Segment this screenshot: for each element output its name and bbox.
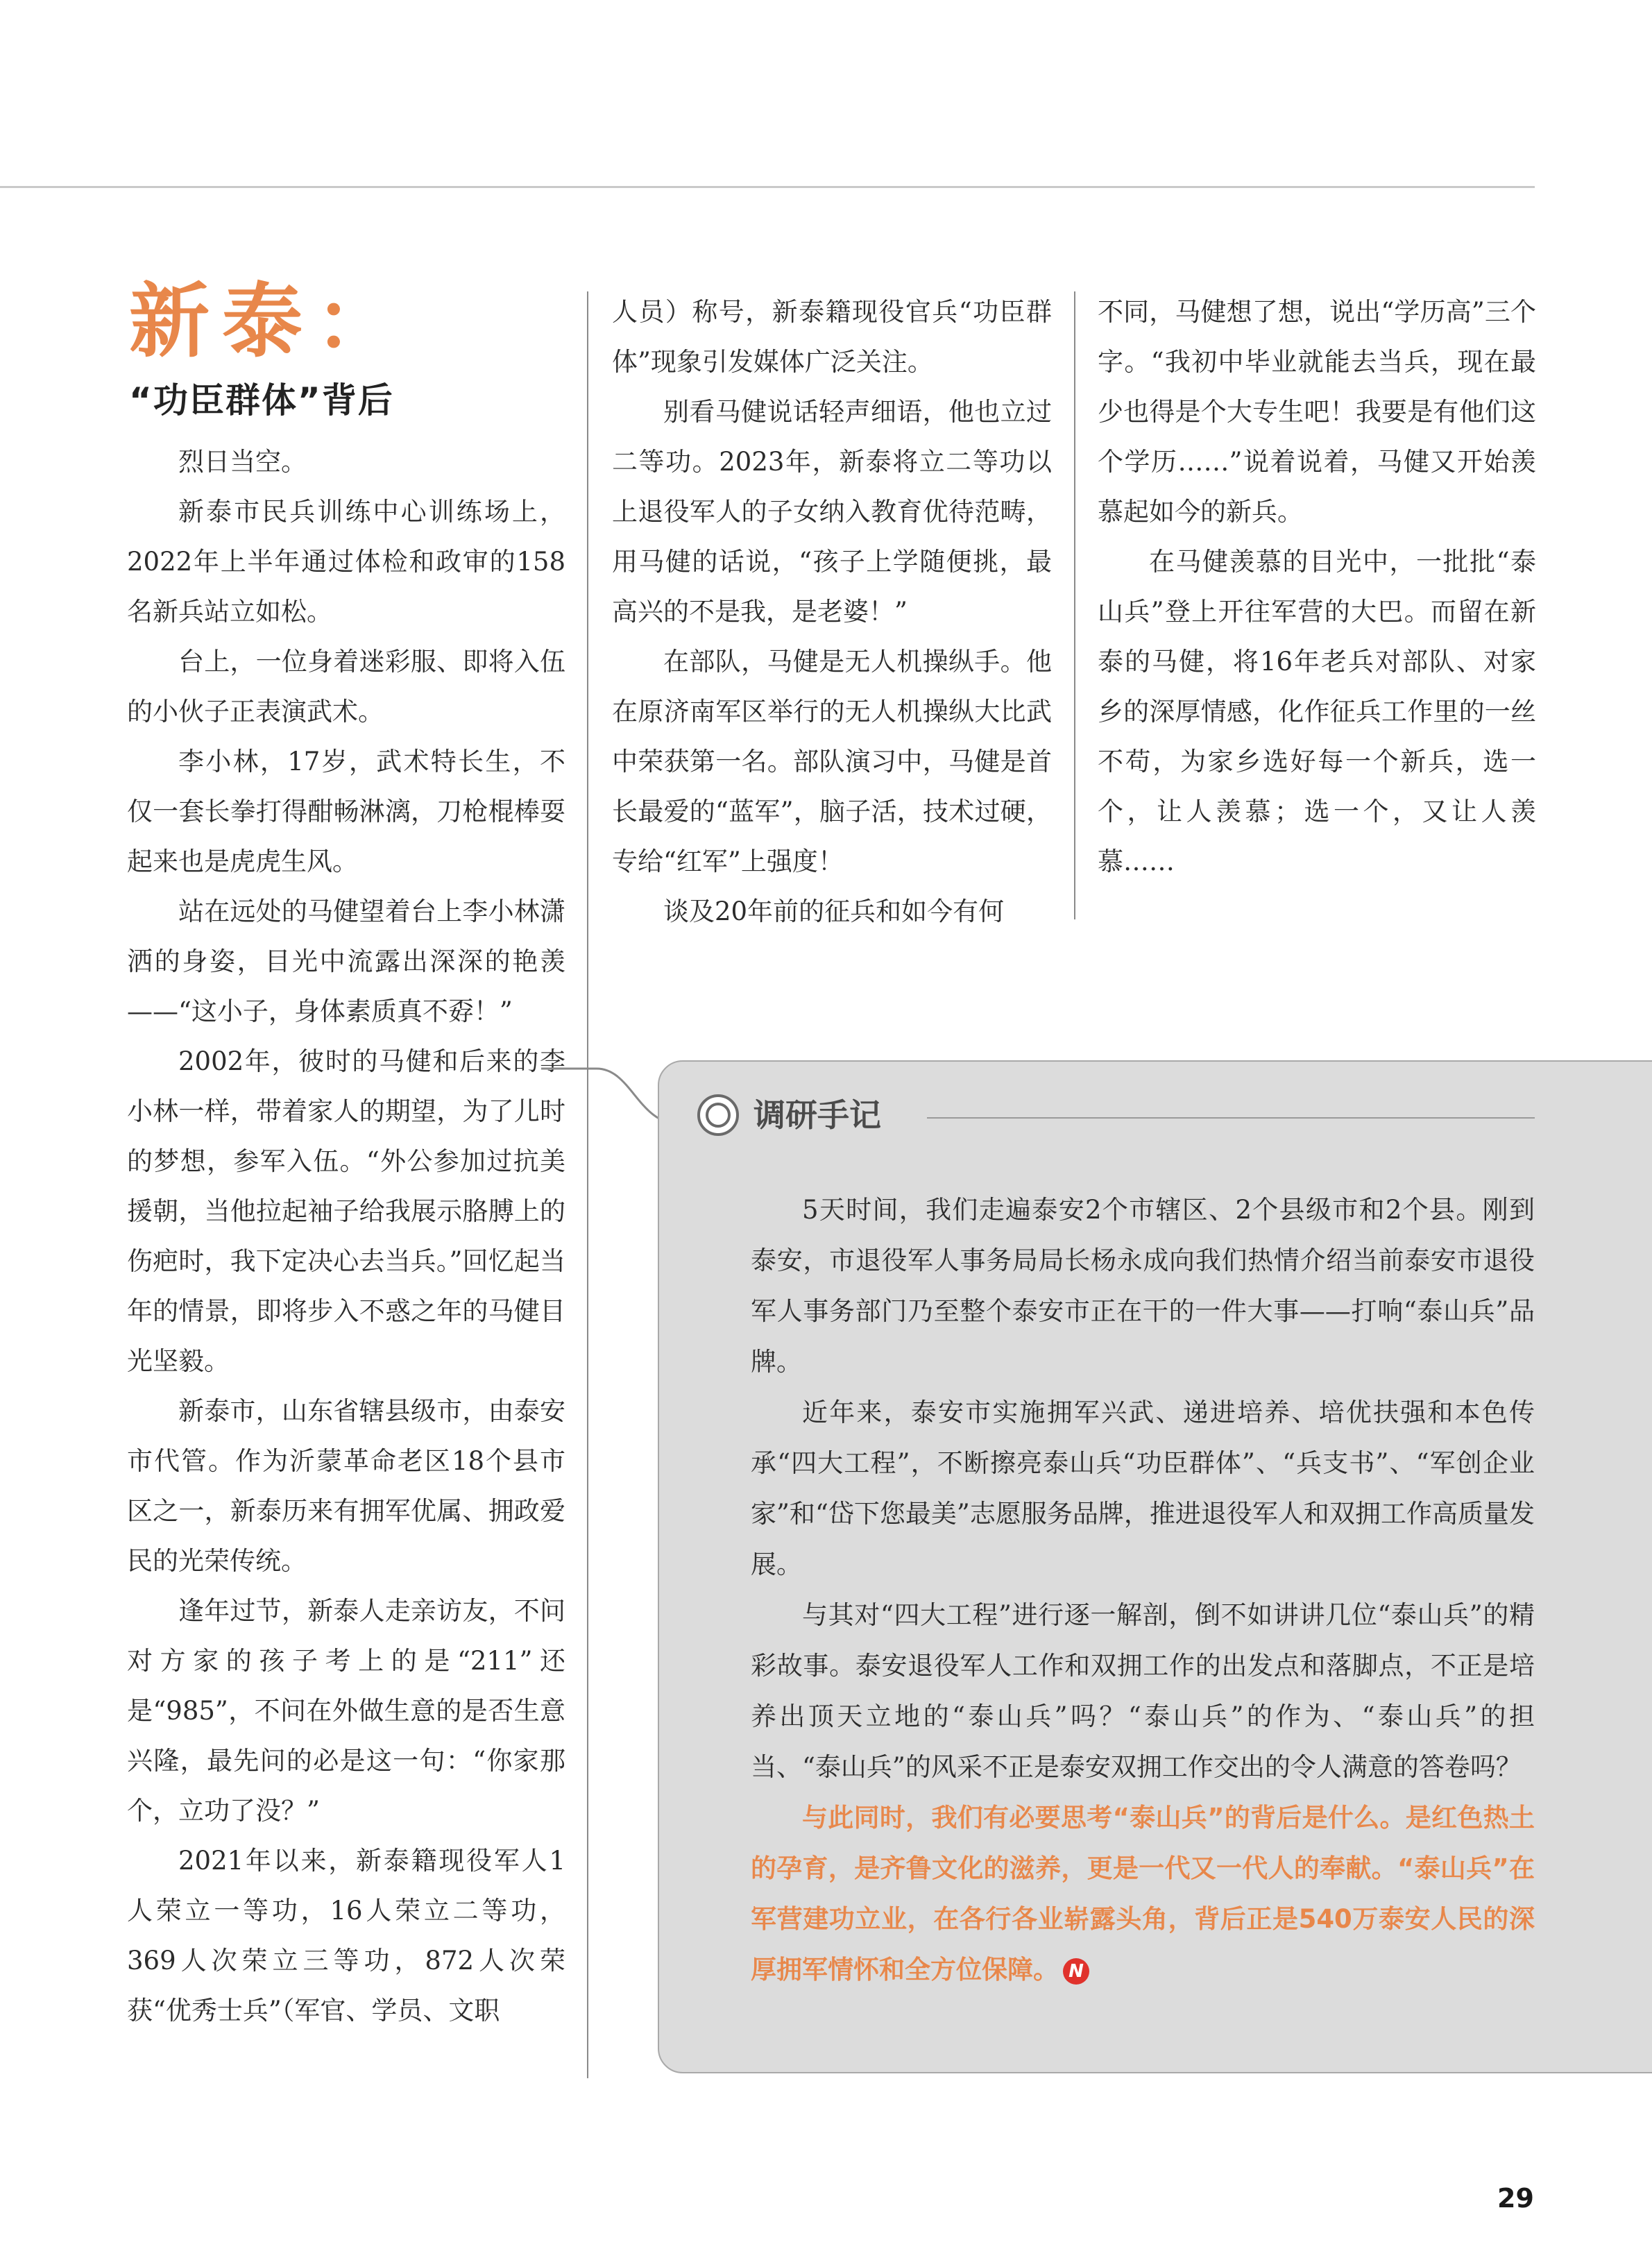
column-divider [1074, 291, 1075, 919]
research-notes-title: 调研手记 [753, 1096, 881, 1134]
end-mark-icon: N [1063, 1958, 1089, 1985]
article-title: 新泰： [129, 274, 408, 368]
paragraph: 在马健羡慕的目光中，一批批“泰山兵”登上开往军营的大巴。而留在新泰的马健，将16年老兵对部队、对家乡的深厚情感，化作征兵工作里的一丝不苟，为家乡选好每一个新兵，选一个，让人羡慕；选一个，又让人羡慕…… [1098, 547, 1536, 876]
paragraph-continued: 人员）称号，新泰籍现役官兵“功臣群体”现象引发媒体广泛关注。 [612, 297, 1052, 377]
column-divider [587, 291, 588, 2078]
paragraph-continued: 不同，马健想了想，说出“学历高”三个字。“我初中毕业就能去当兵，现在最少也得是个大专生吧！我要是有他们这个学历……”说着说着，马健又开始羡慕起如今的新兵。 [1098, 297, 1536, 527]
text-column-1 [127, 437, 565, 2036]
header-rule [0, 186, 1535, 188]
paragraph: 李小林，17岁，武术特长生，不仅一套长拳打得酣畅淋漓，刀枪棍棒耍起来也是虎虎生风。 [127, 747, 565, 876]
paragraph: 近年来，泰安市实施拥军兴武、递进培养、培优扶强和本色传承“四大工程”，不断擦亮泰山兵“功臣群体”、“兵支书”、“军创企业家”和“岱下您最美”志愿服务品牌，推进退役军人和双拥工作高质量发展。 [751, 1398, 1535, 1579]
paragraph: 站在远处的马健望着台上李小林潇洒的身姿，目光中流露出深深的艳羡——“这小子，身体素质真不孬！” [127, 897, 565, 1026]
highlight-paragraph [751, 1792, 1535, 1995]
research-notes-body [751, 1184, 1535, 1995]
paragraph: 与其对“四大工程”进行逐一解剖，倒不如讲讲几位“泰山兵”的精彩故事。泰安退役军人工作和双拥工作的出发点和落脚点，不正是培养出顶天立地的“泰山兵”吗？“泰山兵”的作为、“泰山兵”的担当、“泰山兵”的风采不正是泰安双拥工作交出的令人满意的答卷吗？ [751, 1600, 1535, 1782]
highlight-text: 与此同时，我们有必要思考“泰山兵”的背后是什么。是红色热土的孕育，是齐鲁文化的滋养，更是一代又一代人的奉献。“泰山兵”在军营建功立业，在各行各业崭露头角，背后正是540万泰安人民的深厚拥军情怀和全方位保障。 [751, 1803, 1535, 1985]
double-circle-icon [694, 1091, 742, 1139]
text-column-2 [612, 287, 1052, 937]
page-number: 29 [1497, 2183, 1534, 2214]
research-notes-header [694, 1089, 1535, 1152]
header-rule [927, 1117, 1535, 1119]
paragraph: 2002年，彼时的马健和后来的李小林一样，带着家人的期望，为了儿时的梦想，参军入伍。“外公参加过抗美援朝，当他拉起袖子给我展示胳膊上的伤疤时，我下定决心去当兵。”回忆起当年的情景，即将步入不惑之年的马健目光坚毅。 [127, 1046, 565, 1376]
paragraph: 新泰市，山东省辖县级市，由泰安市代管。作为沂蒙革命老区18个县市区之一，新泰历来有拥军优属、拥政爱民的光荣传统。 [127, 1396, 565, 1576]
paragraph: 2021年以来，新泰籍现役军人1人荣立一等功，16人荣立二等功，369人次荣立三等功，872人次荣获“优秀士兵”（军官、学员、文职 [127, 1846, 565, 2026]
paragraph: 逢年过节，新泰人走亲访友，不问对方家的孩子考上的是“211”还是“985”，不问在外做生意的是否生意兴隆，最先问的必是这一句：“你家那个，立功了没？” [127, 1596, 565, 1826]
article-subtitle: “功臣群体”背后 [129, 380, 394, 421]
paragraph: 别看马健说话轻声细语，他也立过二等功。2023年，新泰将立二等功以上退役军人的子女纳入教育优待范畴，用马健的话说，“孩子上学随便挑，最高兴的不是我，是老婆！” [612, 397, 1052, 627]
text-column-3 [1098, 287, 1536, 887]
paragraph: 在部队，马健是无人机操纵手。他在原济南军区举行的无人机操纵大比武中荣获第一名。部队演习中，马健是首长最爱的“蓝军”，脑子活，技术过硬，专给“红军”上强度！ [612, 647, 1052, 876]
paragraph: 5天时间，我们走遍泰安2个市辖区、2个县级市和2个县。刚到泰安，市退役军人事务局局长杨永成向我们热情介绍当前泰安市退役军人事务部门乃至整个泰安市正在干的一件大事——打响“泰山兵”品牌。 [751, 1195, 1535, 1377]
paragraph: 谈及20年前的征兵和如今有何 [663, 897, 1005, 926]
paragraph: 新泰市民兵训练中心训练场上，2022年上半年通过体检和政审的158名新兵站立如松。 [127, 497, 565, 627]
paragraph: 台上，一位身着迷彩服、即将入伍的小伙子正表演武术。 [127, 647, 565, 727]
paragraph: 烈日当空。 [178, 447, 307, 477]
